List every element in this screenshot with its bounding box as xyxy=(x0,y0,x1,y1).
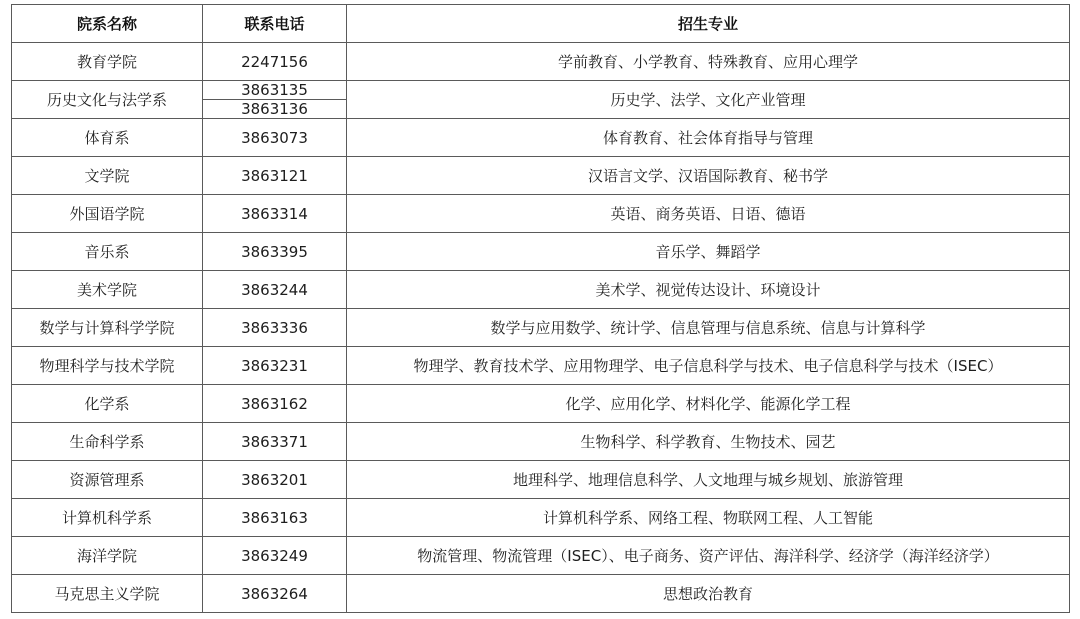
table-row xyxy=(12,423,1070,461)
table-row xyxy=(12,499,1070,537)
cell-majors[interactable]: 化学、应用化学、材料化学、能源化学工程 xyxy=(347,385,1070,423)
cell-majors[interactable]: 地理科学、地理信息科学、人文地理与城乡规划、旅游管理 xyxy=(347,461,1070,499)
cell-department[interactable]: 美术学院 xyxy=(12,271,203,309)
cell-phone[interactable]: 3863163 xyxy=(203,499,347,537)
cell-phone[interactable]: 3863395 xyxy=(203,233,347,271)
cell-phone[interactable]: 3863336 xyxy=(203,309,347,347)
cell-department[interactable]: 外国语学院 xyxy=(12,195,203,233)
cell-phone[interactable]: 3863231 xyxy=(203,347,347,385)
cell-phone[interactable]: 3863073 xyxy=(203,119,347,157)
cell-majors[interactable]: 数学与应用数学、统计学、信息管理与信息系统、信息与计算科学 xyxy=(347,309,1070,347)
cell-majors[interactable]: 学前教育、小学教育、特殊教育、应用心理学 xyxy=(347,43,1070,81)
cell-majors[interactable]: 汉语言文学、汉语国际教育、秘书学 xyxy=(347,157,1070,195)
cell-department[interactable]: 海洋学院 xyxy=(12,537,203,575)
cell-department[interactable]: 生命科学系 xyxy=(12,423,203,461)
cell-department[interactable]: 马克思主义学院 xyxy=(12,575,203,613)
phone-number: 3863136 xyxy=(203,99,346,118)
header-cell-phone[interactable]: 联系电话 xyxy=(203,5,347,43)
cell-department[interactable]: 计算机科学系 xyxy=(12,499,203,537)
cell-phone[interactable]: 3863314 xyxy=(203,195,347,233)
cell-majors[interactable]: 生物科学、科学教育、生物技术、园艺 xyxy=(347,423,1070,461)
cell-phone[interactable]: 2247156 xyxy=(203,43,347,81)
cell-majors[interactable]: 物流管理、物流管理（ISEC）、电子商务、资产评估、海洋科学、经济学（海洋经济学） xyxy=(347,537,1070,575)
header-row xyxy=(12,5,1070,43)
cell-phone[interactable]: 3863162 xyxy=(203,385,347,423)
table-row xyxy=(12,461,1070,499)
table-row xyxy=(12,43,1070,81)
table-row xyxy=(12,309,1070,347)
table-row xyxy=(12,385,1070,423)
table-row xyxy=(12,347,1070,385)
cell-department[interactable]: 化学系 xyxy=(12,385,203,423)
cell-majors[interactable]: 美术学、视觉传达设计、环境设计 xyxy=(347,271,1070,309)
cell-phone[interactable]: 3863264 xyxy=(203,575,347,613)
table-row xyxy=(12,81,1070,119)
enrollment-table xyxy=(11,4,1070,613)
cell-majors[interactable]: 计算机科学系、网络工程、物联网工程、人工智能 xyxy=(347,499,1070,537)
cell-phone[interactable] xyxy=(203,81,347,119)
cell-department[interactable]: 数学与计算科学学院 xyxy=(12,309,203,347)
header-cell-department[interactable]: 院系名称 xyxy=(12,5,203,43)
cell-majors[interactable]: 音乐学、舞蹈学 xyxy=(347,233,1070,271)
cell-majors[interactable]: 英语、商务英语、日语、德语 xyxy=(347,195,1070,233)
cell-department[interactable]: 体育系 xyxy=(12,119,203,157)
cell-department[interactable]: 资源管理系 xyxy=(12,461,203,499)
cell-majors[interactable]: 体育教育、社会体育指导与管理 xyxy=(347,119,1070,157)
cell-majors[interactable]: 物理学、教育技术学、应用物理学、电子信息科学与技术、电子信息科学与技术（ISEC） xyxy=(347,347,1070,385)
table-row xyxy=(12,157,1070,195)
table-row xyxy=(12,575,1070,613)
cell-phone[interactable]: 3863244 xyxy=(203,271,347,309)
cell-department[interactable]: 教育学院 xyxy=(12,43,203,81)
table-row xyxy=(12,537,1070,575)
cell-department[interactable]: 音乐系 xyxy=(12,233,203,271)
cell-majors[interactable]: 历史学、法学、文化产业管理 xyxy=(347,81,1070,119)
cell-phone[interactable]: 3863121 xyxy=(203,157,347,195)
table-row xyxy=(12,195,1070,233)
cell-phone[interactable]: 3863249 xyxy=(203,537,347,575)
table-row xyxy=(12,271,1070,309)
cell-department[interactable]: 历史文化与法学系 xyxy=(12,81,203,119)
cell-majors[interactable]: 思想政治教育 xyxy=(347,575,1070,613)
cell-phone[interactable]: 3863201 xyxy=(203,461,347,499)
cell-department[interactable]: 物理科学与技术学院 xyxy=(12,347,203,385)
header-cell-majors[interactable]: 招生专业 xyxy=(347,5,1070,43)
phone-number: 3863135 xyxy=(241,81,308,99)
cell-phone[interactable]: 3863371 xyxy=(203,423,347,461)
cell-department[interactable]: 文学院 xyxy=(12,157,203,195)
table-row xyxy=(12,119,1070,157)
table-body xyxy=(12,43,1070,613)
table-row xyxy=(12,233,1070,271)
